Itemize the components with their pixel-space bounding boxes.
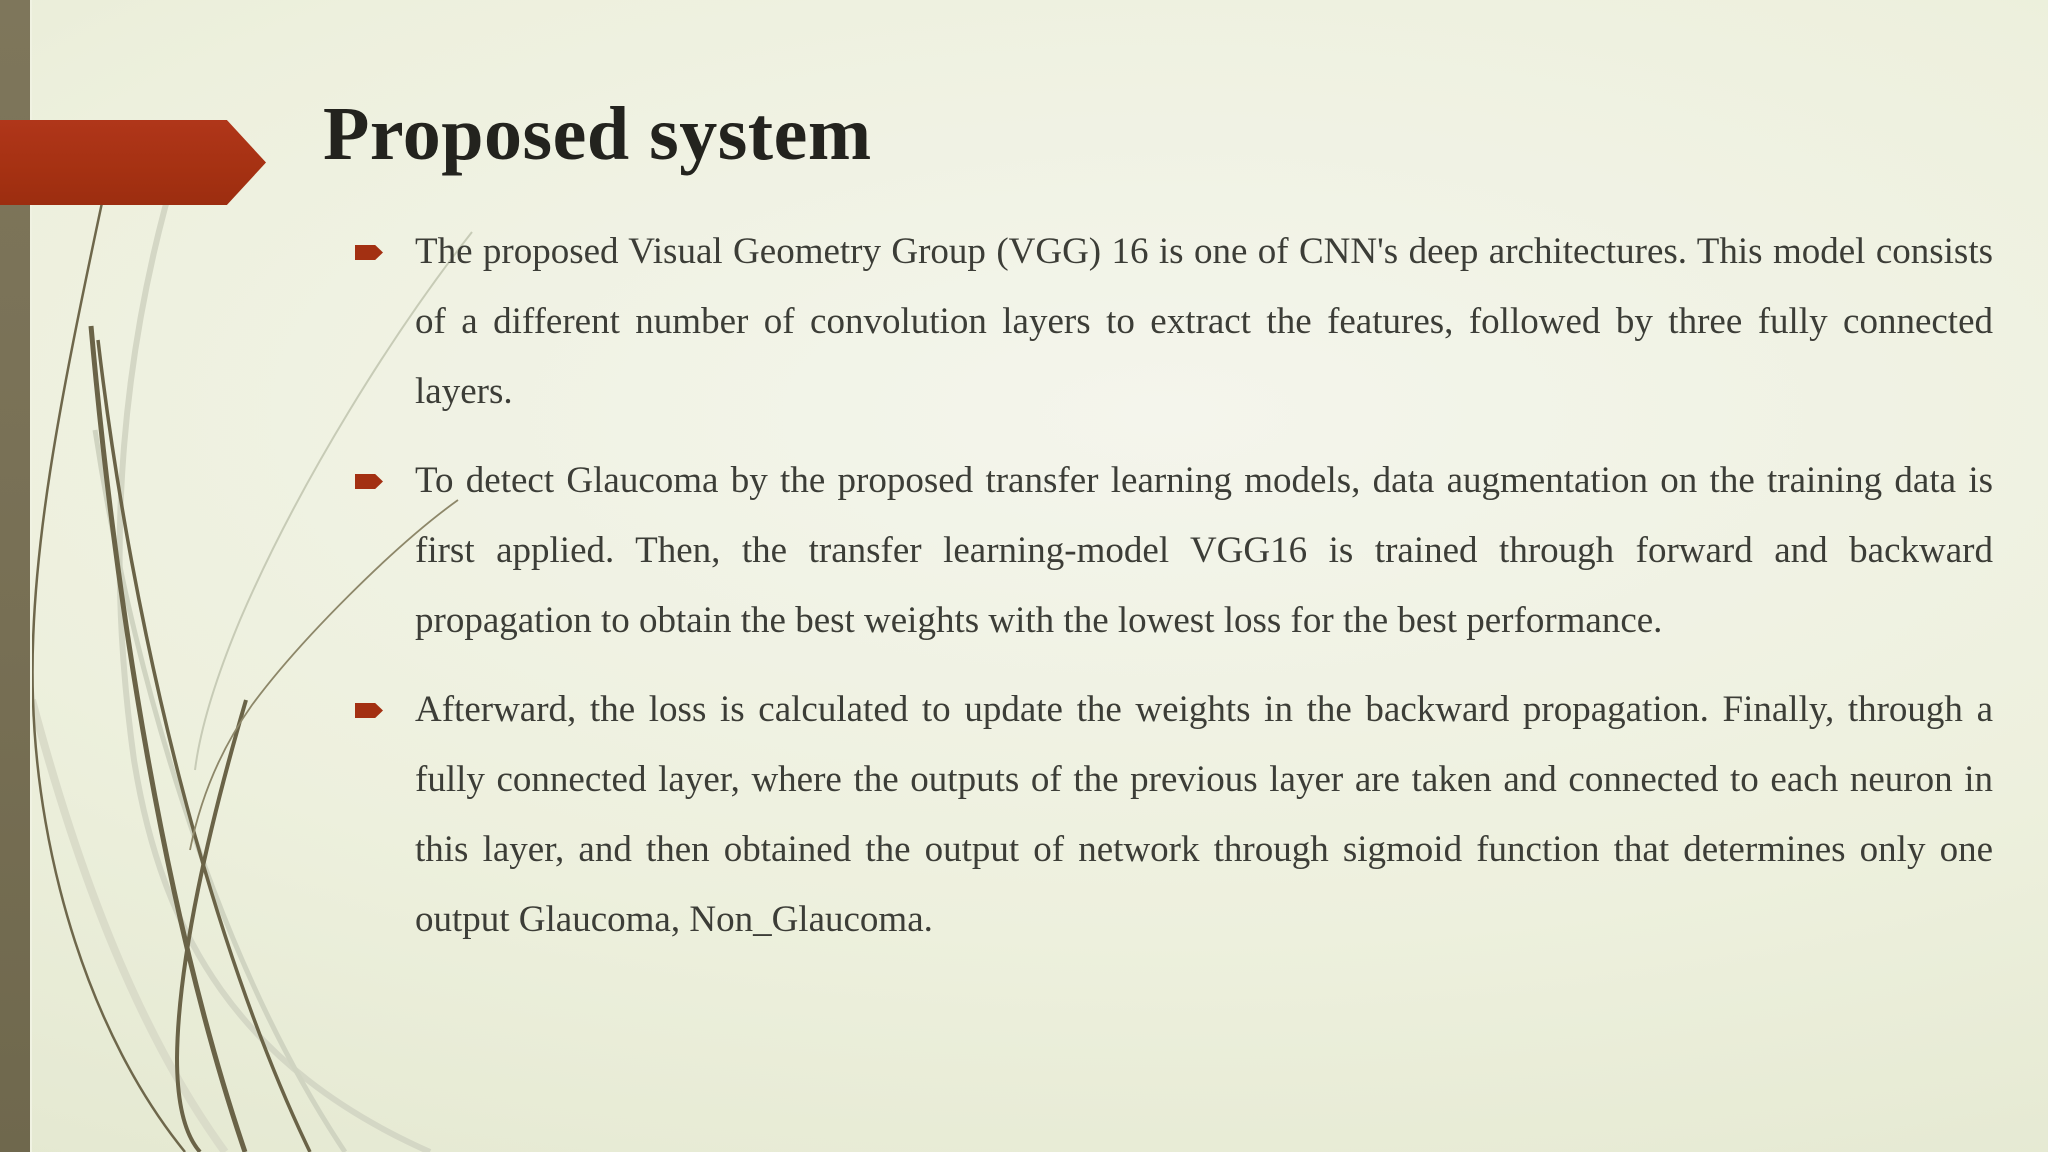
light-curve (32, 700, 225, 1152)
bullet-text-3: Afterward, the loss is calculated to update the weights in the backward propagation. Finally, through a fully connected layer, where the outputs of the previous layer are taken and connected to each neuron in this layer, and then obtained the output of network through sigmoid function that determines only one output Glaucoma, Non_Glaucoma. (415, 689, 1993, 940)
bullet-list (355, 217, 1993, 974)
bullet-right-arrow-icon (355, 474, 383, 489)
dark-curve (32, 198, 185, 1152)
bullet-item-3 (355, 675, 1993, 955)
dark-curve (91, 326, 245, 1152)
slide-title: Proposed system (323, 92, 872, 176)
title-right-arrow-banner-icon (0, 120, 266, 205)
bullet-item-2 (355, 446, 1993, 656)
bullet-item-1 (355, 217, 1993, 427)
bullet-right-arrow-icon (355, 245, 383, 260)
bullet-text-1: The proposed Visual Geometry Group (VGG) 16 is one of CNN's deep architectures. This model consists of a different number of convolution layers to extract the features, followed by three fully connected layers. (415, 231, 1993, 412)
bullet-text-2: To detect Glaucoma by the proposed transfer learning models, data augmentation on the training data is first applied. Then, the transfer learning-model VGG16 is trained through forward and backward propagation to obtain the best weights with the lowest loss for the best performance. (415, 460, 1993, 641)
dark-curve (177, 700, 246, 1152)
bullet-right-arrow-icon (355, 703, 383, 718)
dark-curve (98, 340, 310, 1152)
light-curve (95, 430, 345, 1152)
